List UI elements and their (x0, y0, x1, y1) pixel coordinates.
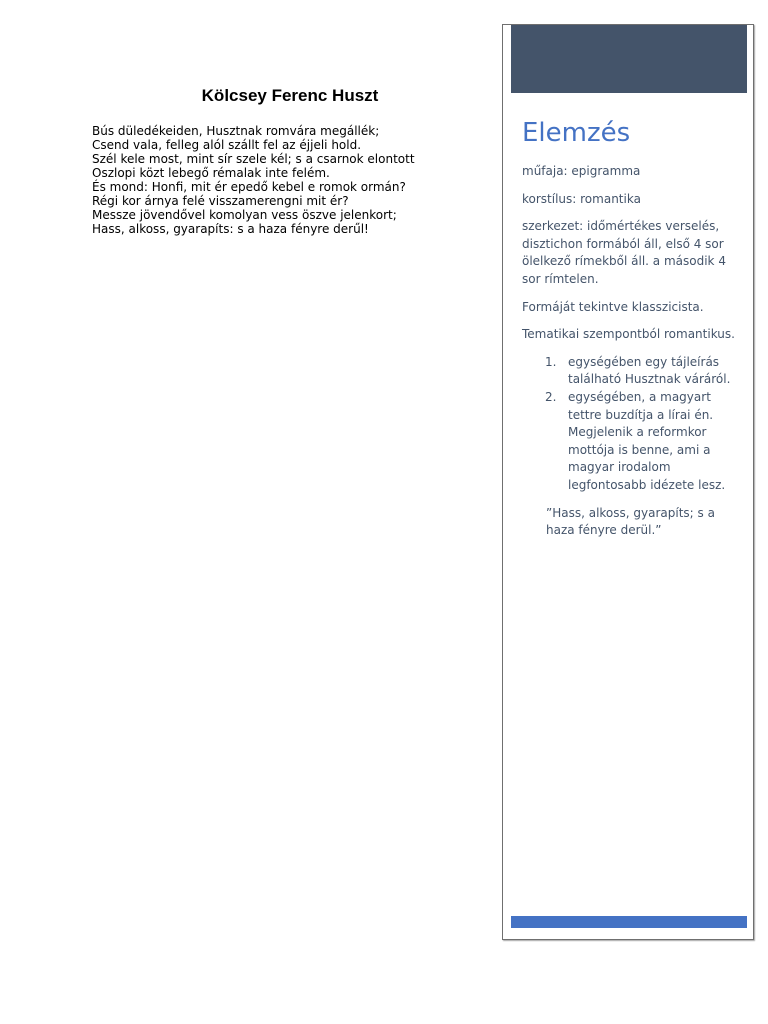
poem-line: Szél kele most, mint sír szele kél; s a csarnok elontott (92, 152, 415, 166)
poem-line: Messze jövendővel komolyan vess öszve jelenkort; (92, 208, 397, 222)
poem-line: Hass, alkoss, gyarapíts: s a haza fényre derűl! (92, 222, 369, 236)
list-item-text: egységében egy tájleírás található Husztnak váráról. (568, 354, 731, 387)
sidebar-footer-band (511, 916, 747, 928)
sidebar-heading: Elemzés (522, 118, 631, 148)
form-text: Formáját tekintve klasszicista. (522, 299, 704, 314)
analysis-list (522, 354, 736, 495)
structure-text: szerkezet: időmértékes verselés, disztichon formából áll, első 4 sor ölelkező rímekből áll. a második 4 sor rímtelen. (522, 219, 726, 286)
poem-line: Oszlopi közt lebegő rémalak inte felém. (92, 166, 330, 180)
list-item (545, 354, 736, 389)
list-item-text: egységében, a magyart tettre buzdítja a lírai én. Megjelenik a reformkor mottója is benne, ami a magyar irodalom legfontosabb idézete lesz. (568, 389, 726, 492)
poem-body (92, 124, 415, 236)
list-item-number: 1. (545, 354, 557, 369)
style-period-text: korstílus: romantika (522, 191, 641, 206)
quote-text: ”Hass, alkoss, gyarapíts; s a haza fényre derül.” (546, 505, 715, 538)
sidebar-content (522, 117, 736, 540)
genre-text: műfaja: epigramma (522, 164, 641, 178)
list-item (545, 389, 736, 495)
list-item-number: 2. (545, 389, 557, 404)
poem-line: Régi kor árnya felé visszamerengni mit ér? (92, 194, 349, 208)
poem-title: Kölcsey Ferenc Huszt (201, 86, 379, 105)
analysis-sidebar (502, 24, 754, 940)
poem-line: És mond: Honfi, mit ér epedő kebel e romok ormán? (92, 180, 406, 194)
poem-line: Bús düledékeiden, Husztnak romvára megállék; (92, 124, 380, 138)
sidebar-header-band (511, 25, 747, 93)
theme-text: Tematikai szempontból romantikus. (522, 327, 735, 342)
poem-line: Csend vala, felleg alól szállt fel az éjjeli hold. (92, 138, 362, 152)
